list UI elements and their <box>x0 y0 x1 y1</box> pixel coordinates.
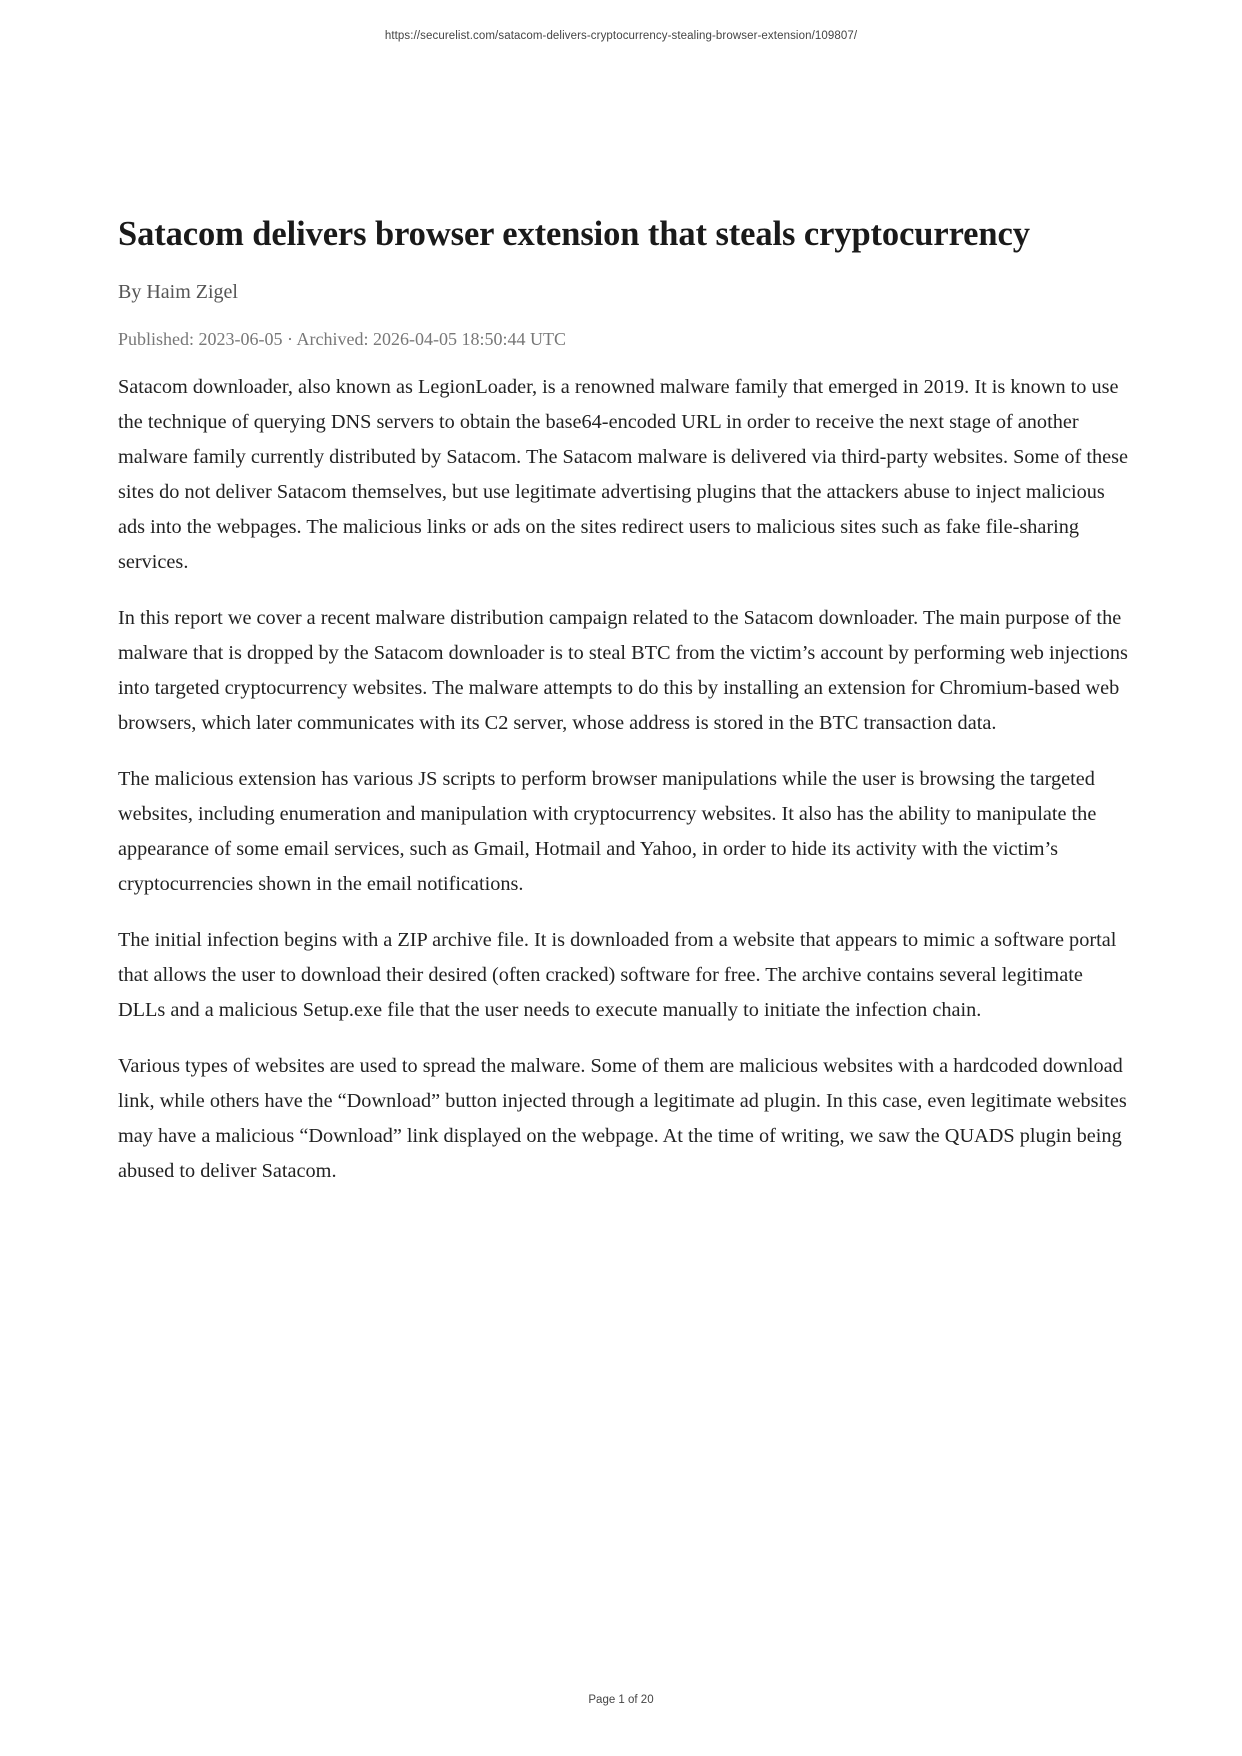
article-byline: By Haim Zigel <box>118 281 238 303</box>
body-paragraph: Satacom downloader, also known as LegionLoader, is a renowned malware family that emerged in 2019. It is known to use the technique of querying DNS servers to obtain the base64-encoded URL in order to receive the next stage of another malware family currently distributed by Satacom. The Satacom malware is delivered via third-party websites. Some of these sites do not deliver Satacom themselves, but use legitimate advertising plugins that the attackers abuse to inject malicious ads into the webpages. The malicious links or ads on the sites redirect users to malicious sites such as fake file-sharing services. <box>118 376 1129 573</box>
body-paragraph: In this report we cover a recent malware distribution campaign related to the Satacom downloader. The main purpose of the malware that is dropped by the Satacom downloader is to steal BTC from the victim’s account by performing web injections into targeted cryptocurrency websites. The malware attempts to do this by installing an extension for Chromium-based web browsers, which later communicates with its C2 server, whose address is stored in the BTC transaction data. <box>118 607 1128 734</box>
article <box>118 212 1128 1210</box>
body-paragraph: Various types of websites are used to spread the malware. Some of them are malicious websites with a hardcoded download link, while others have the “Download” button injected through a legitimate ad plugin. In this case, even legitimate websites may have a malicious “Download” link displayed on the webpage. At the time of writing, we saw the QUADS plugin being abused to deliver Satacom. <box>118 1055 1127 1182</box>
page-header-url: https://securelist.com/satacom-delivers-cryptocurrency-stealing-browser-extension/109807/ <box>384 30 858 42</box>
page-number: Page 1 of 20 <box>588 1694 654 1706</box>
article-publish-meta: Published: 2023-06-05 · Archived: 2026-04-05 18:50:44 UTC <box>118 329 566 349</box>
body-paragraph: The malicious extension has various JS scripts to perform browser manipulations while the user is browsing the targeted websites, including enumeration and manipulation with cryptocurrency websites. It also has the ability to manipulate the appearance of some email services, such as Gmail, Hotmail and Yahoo, in order to hide its activity with the victim’s cryptocurrencies shown in the email notifications. <box>118 768 1097 895</box>
body-paragraph: The initial infection begins with a ZIP archive file. It is downloaded from a website that appears to mimic a software portal that allows the user to download their desired (often cracked) software for free. The archive contains several legitimate DLLs and a malicious Setup.exe file that the user needs to execute manually to initiate the infection chain. <box>118 929 1117 1021</box>
article-body <box>118 370 1128 1189</box>
article-title: Satacom delivers browser extension that steals cryptocurrency <box>118 215 1030 253</box>
